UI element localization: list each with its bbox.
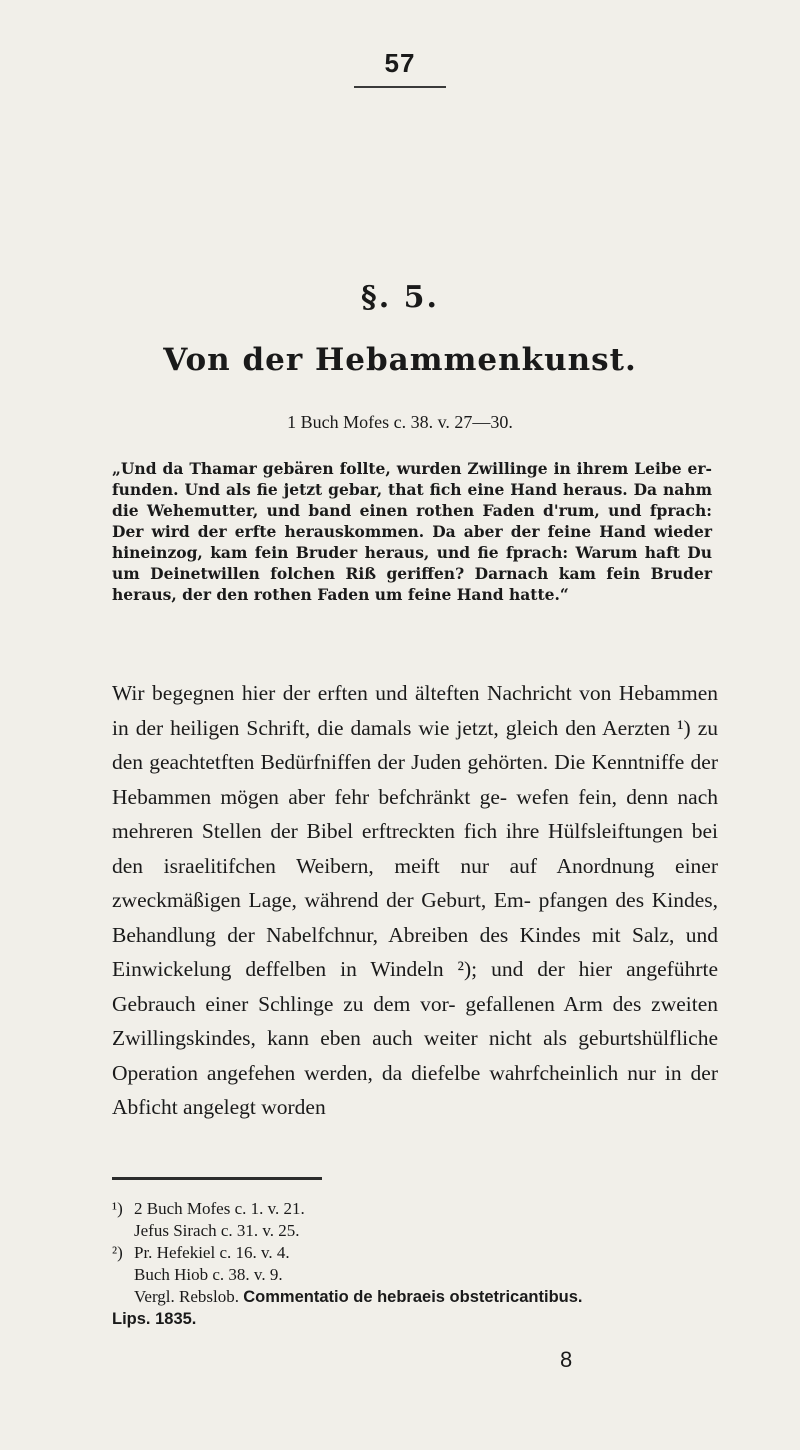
footnote-divider <box>112 1177 322 1180</box>
page-number: 57 <box>384 48 416 78</box>
footnote-text: Pr. Hefekiel c. 16. v. 4. <box>134 1243 290 1262</box>
footnotes <box>112 1198 732 1330</box>
body-paragraph: Wir begegnen hier der erften und älteften Nachricht von Hebammen in der heiligen Schrift, die damals wie jetzt, gleich den Aerzten ¹) zu den geachtetften Bedürfniffen der Juden gehörten. Die Kenntniffe der Hebammen mögen aber fehr befchränkt ge- wefen fein, denn nach mehreren Stellen der Bibel erftreckten fich ihre Hülfsleiftungen bei den israelitifchen Weibern, meift nur auf Anordnung einer zweckmäßigen Lage, während der Geburt, Em- pfangen des Kindes, Behandlung der Nabelfchnur, Abreiben des Kindes mit Salz, und Einwickelung deffelben in Windeln ²); und der hier angeführte Gebrauch einer Schlinge zu dem vor- gefallenen Arm des zweiten Zwillingskindes, kann eben auch weiter nicht als geburtshülfliche Operation angefehen werden, da diefelbe wahrfcheinlich nur in der Abficht angelegt worden <box>112 681 718 1119</box>
footnote-text: Buch Hiob c. 38. v. 9. <box>134 1265 283 1284</box>
footnote-line <box>112 1220 732 1242</box>
section-number: §. 5. <box>361 280 439 315</box>
footnote-latin-title: Commentatio de hebraeis obstetricantibus. <box>243 1288 583 1306</box>
footnote-text: Jefus Sirach c. 31. v. 25. <box>134 1221 300 1240</box>
scripture-quote: „Und da Thamar gebären follte, wurden Zwillinge in ihrem Leibe er- funden. Und als fie jetzt gebar, that fich eine Hand heraus. Da nahm die Wehemutter, und band einen rothen Faden d'rum, und fprach: Der wird der erfte herauskommen. Da aber der feine Hand wieder hineinzog, kam fein Bruder heraus, und fie fprach: Warum haft Du um Deinetwillen folchen Riß geriffen? Darnach kam fein Bruder heraus, der den rothen Faden um feine Hand hatte.“ <box>112 459 712 604</box>
footnote-line <box>112 1308 732 1330</box>
page-number-rule <box>354 86 446 88</box>
footnote-mark: ²) <box>112 1243 123 1262</box>
footnote-line <box>112 1286 732 1308</box>
footnote-mark: ¹) <box>112 1199 123 1218</box>
scripture-reference: 1 Buch Mofes c. 38. v. 27—30. <box>287 412 513 432</box>
signature-mark: 8 <box>560 1347 573 1372</box>
footnote-text: 2 Buch Mofes c. 1. v. 21. <box>134 1199 305 1218</box>
footnote-text: Lips. 1835. <box>112 1310 197 1328</box>
footnote-text: Vergl. Rebslob. <box>134 1287 239 1306</box>
footnote-line <box>112 1198 732 1220</box>
footnote-line <box>112 1242 732 1264</box>
section-title: Von der Hebammenkunst. <box>163 342 637 378</box>
footnote-line <box>112 1264 732 1286</box>
